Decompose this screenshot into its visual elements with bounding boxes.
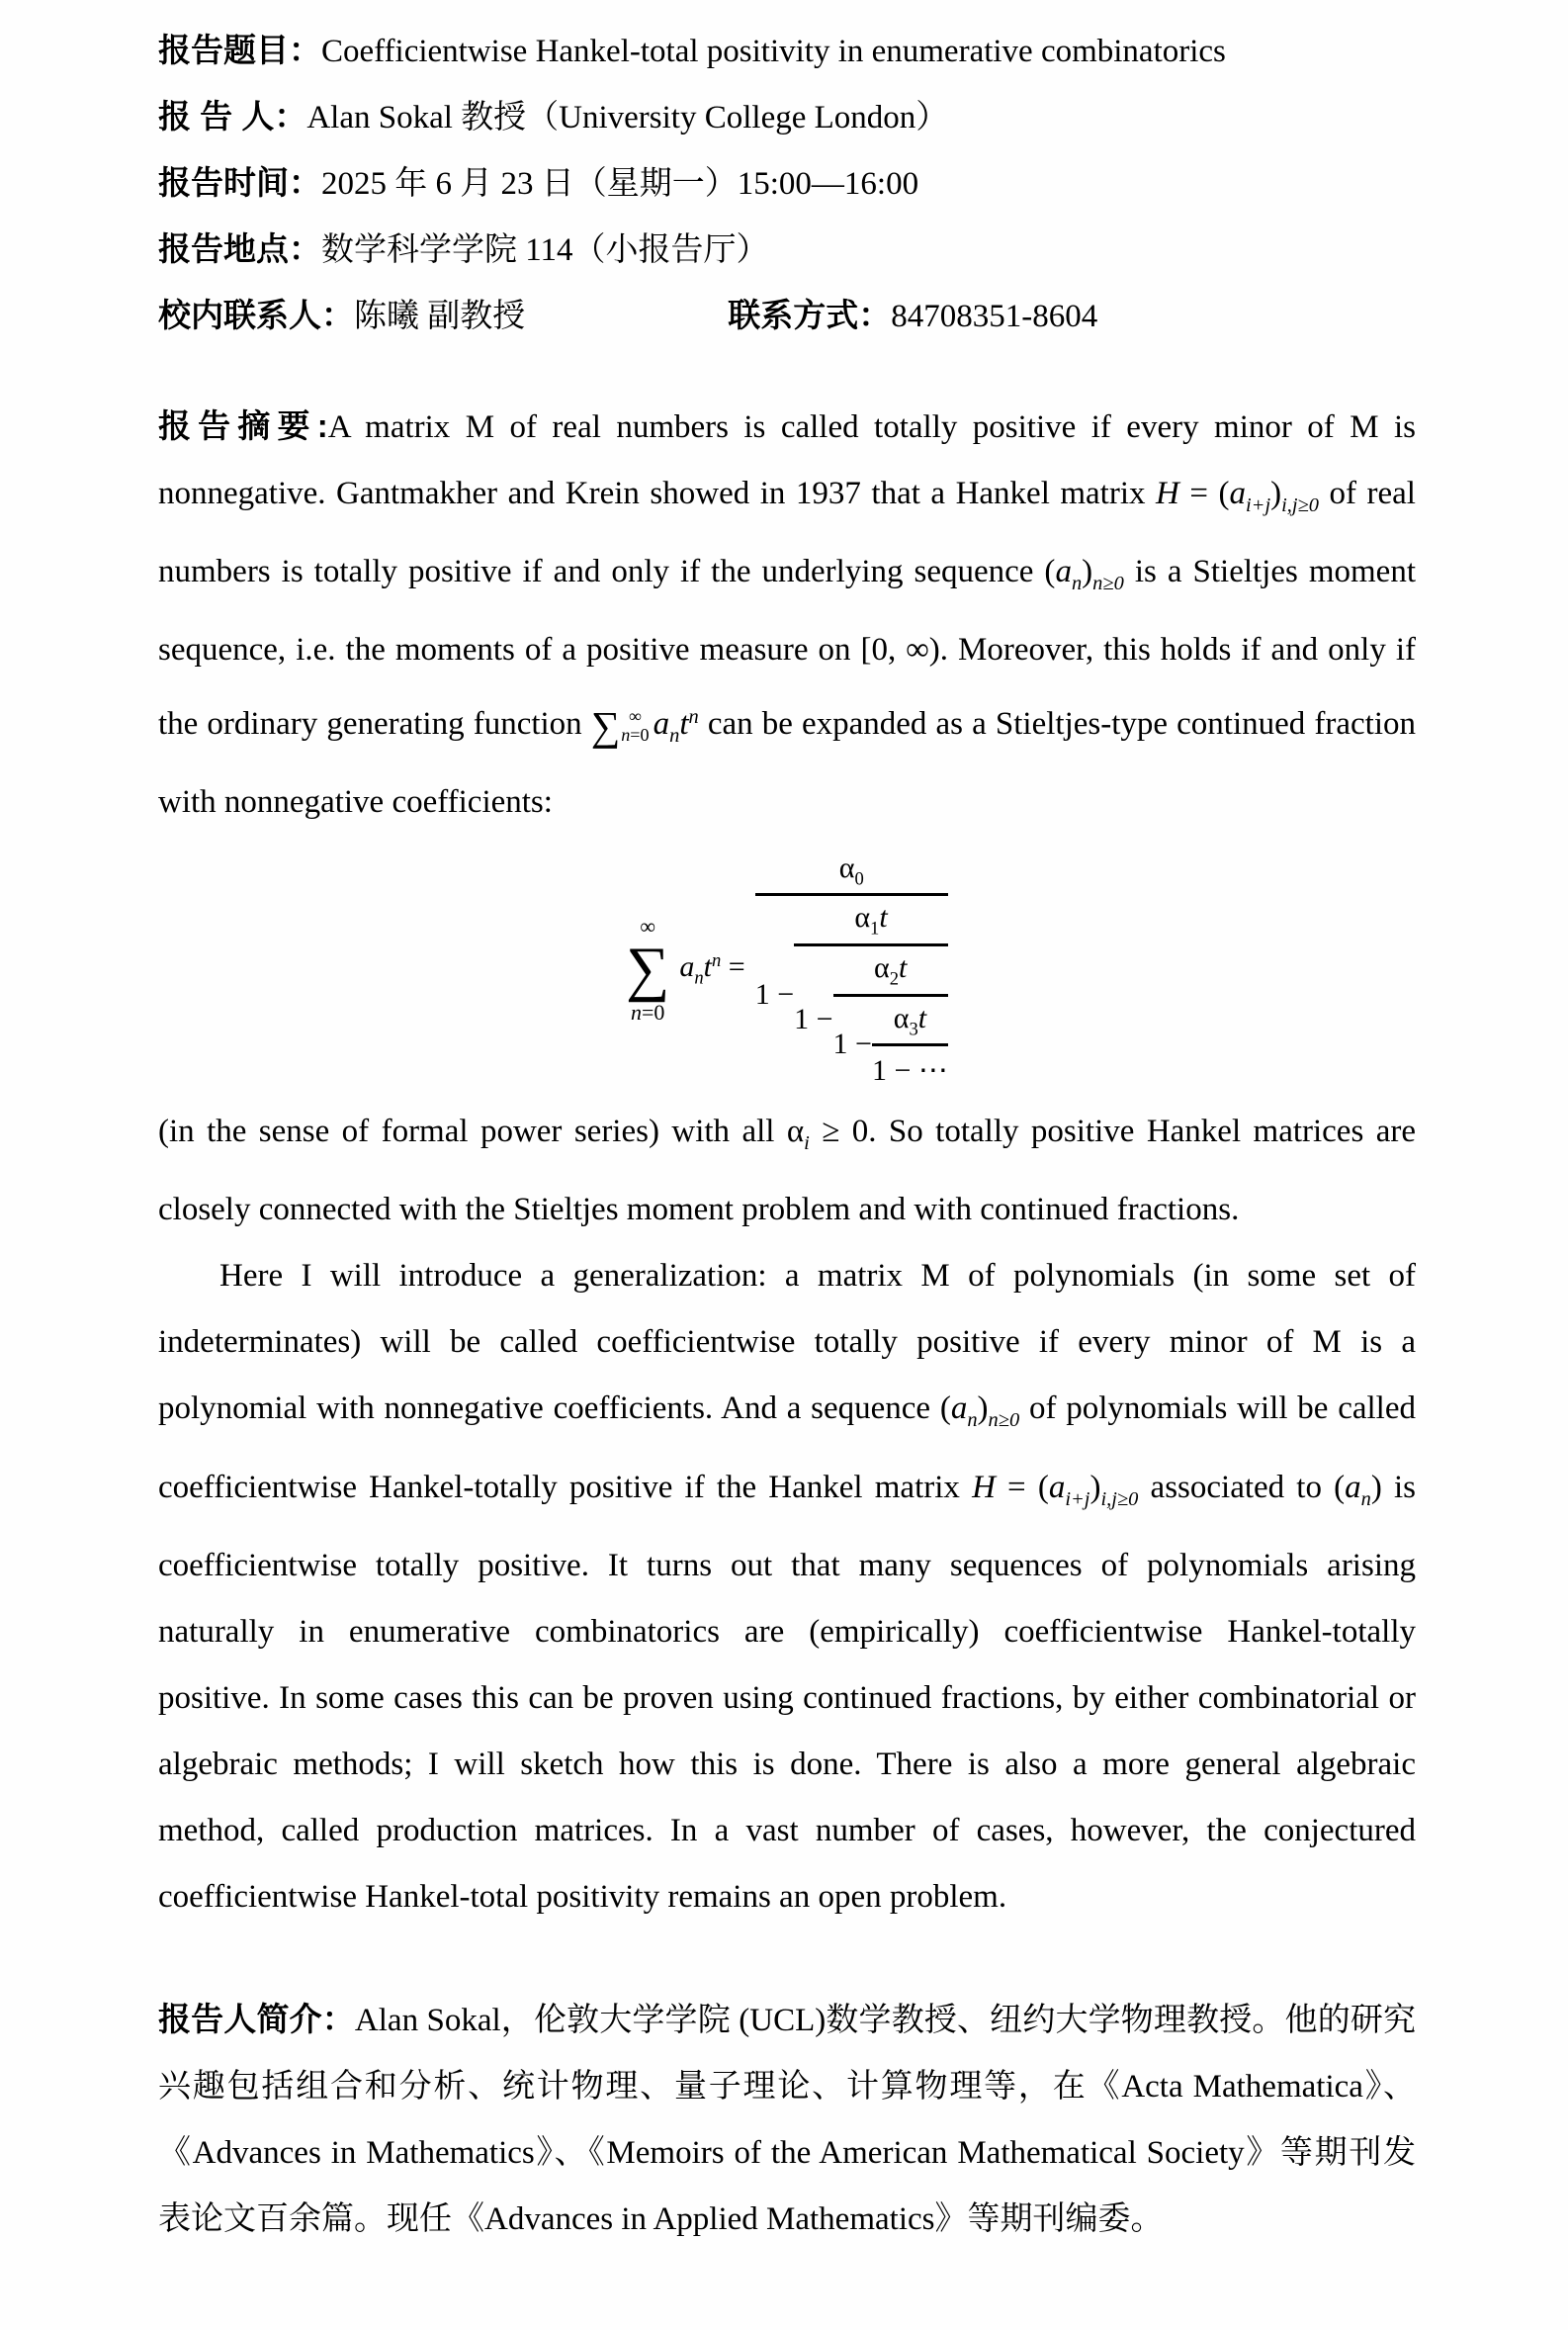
sigma-glyph: ∑ — [626, 936, 670, 1004]
bio-label: 报告人简介： — [158, 2000, 355, 2037]
abstract-paragraph — [158, 393, 1416, 836]
contact-method-label: 联系方式： — [728, 297, 892, 333]
summation-symbol — [626, 914, 669, 1026]
continued-fraction-equation — [158, 850, 1416, 1090]
formal-power-series-paragraph: (in the sense of formal power series) with all $\alpha_i \ge 0$. So totally positive Hankel matrices are closely connected with the Stieltjes moment problem and with continued fractions. — [158, 1114, 1416, 1228]
time-row — [158, 150, 1416, 217]
generalization-paragraph: Here I will introduce a generalization: a matrix M of polynomials (in some set of indeterminates) will be called coefficientwise totally positive if every minor of M is a polynomial with nonnegative coefficients. And a sequence $(a_n)_{n\ge 0}$ of polynomials will be called coefficientwise Hankel-totally positive if the Hankel matrix $H = (a_{i+j})_{i,j\ge 0}$ associated to $(a_n)$ is coefficientwise totally positive. It turns out that many sequences of polynomials arising naturally in enumerative combinatorics are (empirically) coefficientwise Hankel-totally positive. In some cases this can be proven using continued fractions, by either combinatorial or algebraic methods; I will sketch how this is done. There is also a more general algebraic method, called production matrices. In a vast number of cases, however, the conjectured coefficientwise Hankel-total positivity remains an open problem. — [158, 1258, 1416, 1915]
time-value: 2025 年 6 月 23 日（星期一）15:00—16:00 — [321, 166, 919, 202]
title-row — [158, 18, 1416, 84]
contact-person-value: 陈曦 副教授 — [354, 299, 526, 334]
equation-lhs: $a_nt^n$ = — [679, 949, 745, 989]
bio-paragraph — [158, 1986, 1416, 2253]
header-info — [158, 18, 1416, 349]
bio-text: Alan Sokal，伦敦大学学院 (UCL)数学教授、纽约大学物理教授。他的研究兴趣包括组合和分析、统计物理、量子理论、计算物理等，在《Acta Mathematica》、《Advances in Mathematics》、《Memoirs of the American Mathematical Society》等期刊发表论文百余篇。现任《Advances in Applied Mathematics》等期刊编委。 — [158, 2002, 1417, 2237]
contact-row — [158, 283, 1416, 349]
title-value: Coefficientwise Hankel-total positivity in enumerative combinatorics — [321, 34, 1226, 69]
speaker-row — [158, 84, 1416, 150]
abstract-label: 报告摘要: — [158, 407, 328, 444]
document-content — [158, 18, 1416, 2253]
time-label: 报告时间： — [158, 164, 321, 201]
location-row — [158, 217, 1416, 283]
title-label: 报告题目： — [158, 32, 321, 68]
abstract-text: A matrix M of real numbers is called totally positive if every minor of M is nonnegative. Gantmakher and Krein showed in 1937 that a Hankel matrix $H = (a_{i+j})_{i,j\ge 0}$ of real numbers is totally positive if and only if the underlying sequence $(a_n)_{n\ge 0}$ is a Stieltjes moment sequence, i.e. the moments of a positive measure on [0, ∞). Moreover, this holds if and only if the ordinary generating function ∑ ∞ n=0 $a_nt^n$ can be expanded as a Stieltjes-type continued fraction with nonnegative coefficients: — [158, 409, 1416, 820]
contact-method-value: 84708351-8604 — [891, 299, 1098, 334]
contact-person-label: 校内联系人： — [158, 297, 354, 333]
location-label: 报告地点： — [158, 230, 321, 267]
location-value: 数学科学学院 114（小报告厅） — [321, 232, 769, 268]
continued-fraction: $\alpha_0$ 1 − $\alpha_1t$ 1 − $\alpha_2t$ 1 − $\frac{\alpha_3t}{1 - \cdots}$ — [755, 850, 948, 1090]
speaker-value: Alan Sokal 教授（University College London） — [306, 100, 949, 135]
sum-lower-limit: n=0 — [631, 1000, 665, 1026]
speaker-label: 报 告 人： — [158, 98, 307, 134]
sum-upper-limit: ∞ — [640, 913, 656, 939]
